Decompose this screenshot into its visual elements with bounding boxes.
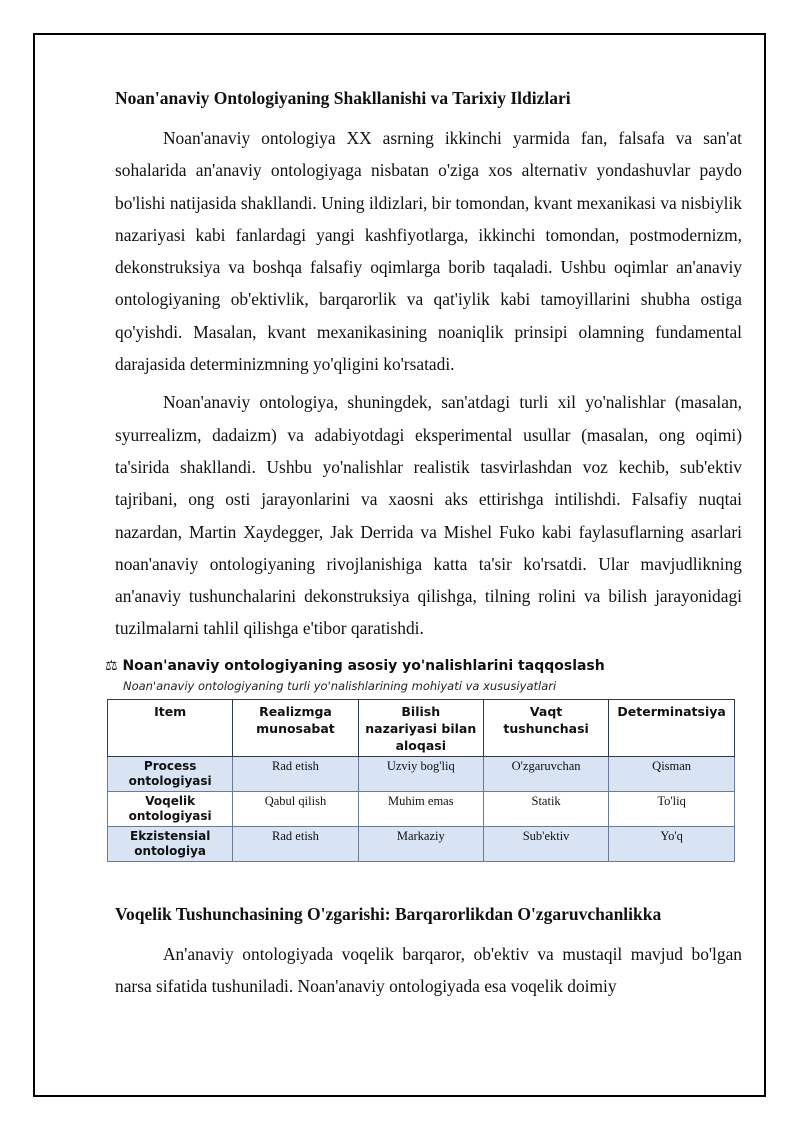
header-cell: Vaqt tushunchasi: [483, 699, 608, 756]
scales-icon: ⚖: [105, 657, 118, 674]
row-label: Process ontologiyasi: [108, 756, 233, 791]
table-row: [108, 791, 735, 826]
comparison-table: [107, 699, 735, 862]
table-cell: Uzviy bog'liq: [358, 756, 483, 791]
table-title: [105, 655, 742, 677]
header-cell: Bilish nazariyasi bilan aloqasi: [358, 699, 483, 756]
row-label: Voqelik ontologiyasi: [108, 791, 233, 826]
table-cell: Rad etish: [233, 756, 358, 791]
table-cell: Rad etish: [233, 826, 358, 861]
table-cell: Markaziy: [358, 826, 483, 861]
table-cell: Muhim emas: [358, 791, 483, 826]
table-cell: O'zgaruvchan: [483, 756, 608, 791]
row-label: Ekzistensial ontologiya: [108, 826, 233, 861]
table-cell: Statik: [483, 791, 608, 826]
table-title-text: Noan'anaviy ontologiyaning asosiy yo'nalishlarini taqqoslash: [122, 657, 605, 674]
paragraph-3: An'anaviy ontologiyada voqelik barqaror, ob'ektiv va mustaqil mavjud bo'lgan narsa sifatida tushuniladi. Noan'anaviy ontologiyada esa voqelik doimiy: [115, 943, 742, 997]
document-body: [105, 86, 742, 1008]
header-cell: Realizmga munosabat: [233, 699, 358, 756]
paragraph-2: Noan'anaviy ontologiya, shuningdek, san'atdagi turli xil yo'nalishlar (masalan, syurrealizm, dadaizm) va adabiyotdagi eksperimental usullar (masalan, ong oqimi) ta'sirida shakllandi. Ushbu yo'nalishlar realistik tasvirlashdan voz kechib, sub'ektiv tajribani, ong osti jarayonlarini va xaosni aks ettirishga intilishdi. Falsafiy nuqtai nazardan, Martin Xaydegger, Jak Derrida va Mishel Fuko kabi faylasuflarning asarlari noan'anaviy ontologiyaning rivojlanishiga katta ta'sir ko'rsatdi. Ular mavjudlikning an'anaviy tushunchalarini dekonstruksiya qilishga, tilning rolini va bilish jarayonidagi tuzilmalarni tahlil qilishga e'tibor qaratishdi.: [115, 392, 742, 639]
table-cell: Yo'q: [609, 826, 735, 861]
header-cell: Determinatsiya: [609, 699, 735, 756]
table-header-row: [108, 699, 735, 756]
spacer: [115, 862, 742, 902]
section-heading-1: Noan'anaviy Ontologiyaning Shakllanishi va Tarixiy Ildizlari: [115, 88, 571, 108]
header-cell: Item: [108, 699, 233, 756]
table-cell: Sub'ektiv: [483, 826, 608, 861]
table-cell: Qisman: [609, 756, 735, 791]
table-cell: Qabul qilish: [233, 791, 358, 826]
table-cell: To'liq: [609, 791, 735, 826]
table-row: [108, 826, 735, 861]
section-heading-2: Voqelik Tushunchasining O'zgarishi: Barqarorlikdan O'zgaruvchanlikka: [115, 903, 662, 924]
paragraph-1: Noan'anaviy ontologiya XX asrning ikkinchi yarmida fan, falsafa va san'at sohalarida an'anaviy ontologiyaga nisbatan o'ziga xos alternativ yondashuvlar paydo bo'lishi natijasida shakllandi. Uning ildizlari, bir tomondan, kvant mexanikasi va nisbiylik nazariyasi kabi fanlardagi yangi kashfiyotlarga, ikkinchi tomondan, postmodernizm, dekonstruksiya va boshqa falsafiy oqimlarga borib taqaladi. Ushbu oqimlar an'anaviy ontologiyaning ob'ektivlik, barqarorlik va qat'iylik kabi tamoyillarini shubha ostiga qo'yishdi. Masalan, kvant mexanikasining noaniqlik prinsipi olamning fundamental darajasida determinizmning yo'qligini ko'rsatadi.: [115, 128, 742, 375]
table-row: [108, 756, 735, 791]
table-subtitle: Noan'anaviy ontologiyaning turli yo'nalishlarining mohiyati va xususiyatlari: [123, 678, 557, 693]
